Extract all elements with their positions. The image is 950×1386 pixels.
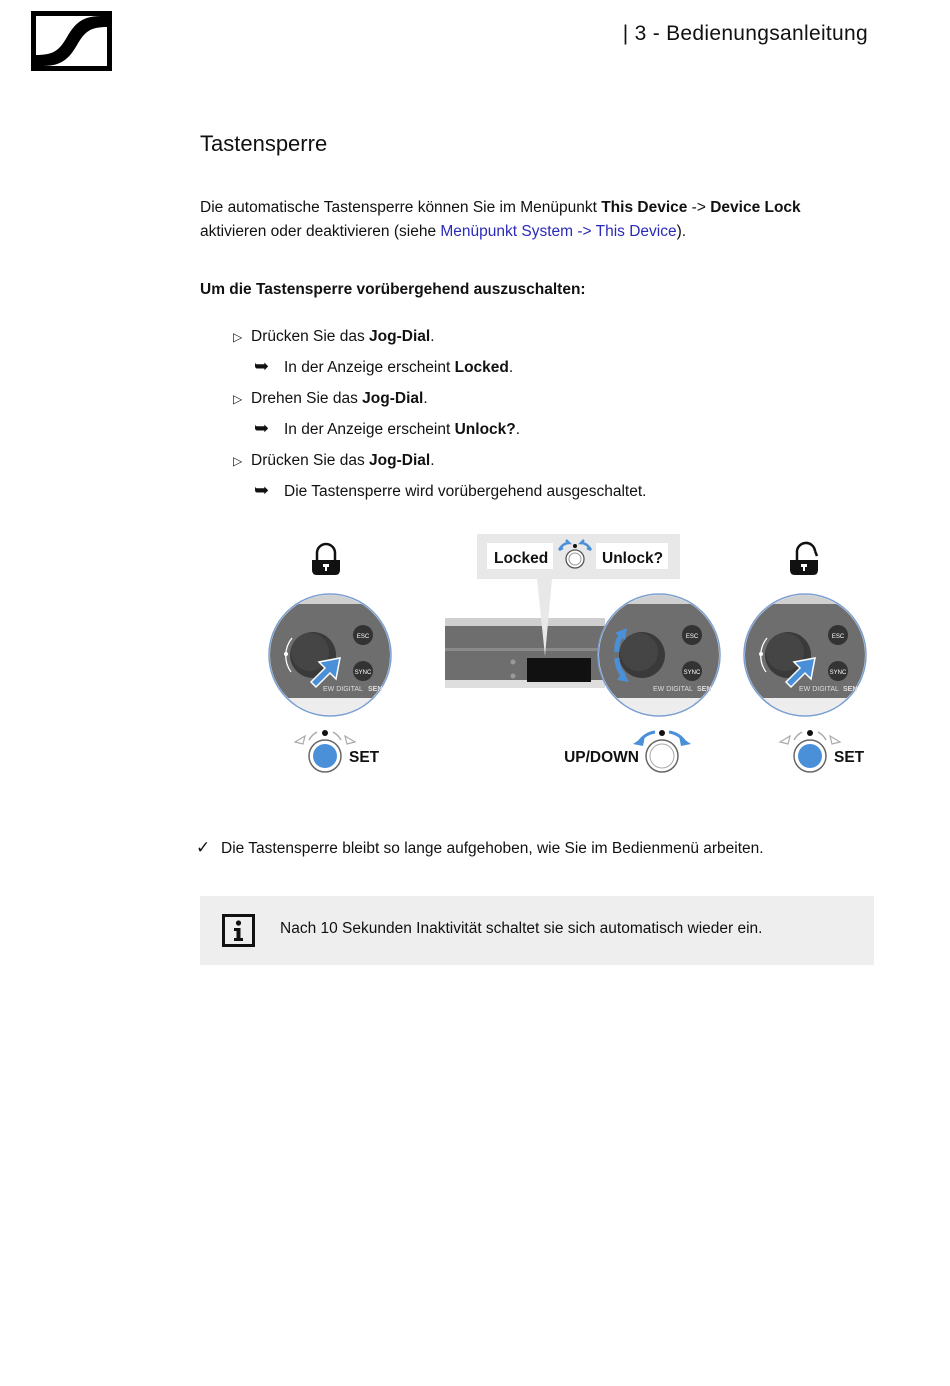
middle-esc-label: ESC	[685, 634, 699, 640]
result-1-text: In der Anzeige erscheint	[284, 359, 455, 376]
result-1-end: .	[508, 359, 514, 376]
middle-brand-cut: SEN	[697, 686, 712, 693]
right-esc-label: ESC	[831, 634, 845, 640]
result-2-bold: Unlock?	[454, 421, 516, 438]
step-1-end: .	[430, 328, 435, 345]
right-device-closeup	[741, 592, 871, 718]
step-1-bold: Jog-Dial	[369, 328, 431, 345]
step-2-bold: Jog-Dial	[362, 390, 424, 407]
intro-bold-this-device: This Device	[601, 199, 688, 216]
step-marker-icon: ▷	[233, 330, 243, 344]
left-device-closeup	[265, 592, 395, 718]
left-set-label: SET	[349, 749, 380, 766]
step-2-text: Drehen Sie das	[251, 390, 363, 407]
result-arrow-icon: ➥	[254, 356, 270, 376]
intro-paragraph	[200, 196, 860, 244]
info-icon	[222, 914, 255, 947]
middle-device-closeup	[595, 592, 725, 718]
display-unlock-text: Unlock?	[602, 550, 664, 567]
intro-bold-device-lock: Device Lock	[710, 199, 801, 216]
result-1	[254, 356, 513, 377]
sennheiser-logo-icon	[31, 11, 112, 71]
section-title: Tastensperre	[200, 131, 328, 156]
middle-brand-label: EW DIGITAL	[653, 686, 693, 693]
step-2-end: .	[423, 390, 428, 407]
check-text: Die Tastensperre bleibt so lange aufgehoben, wie Sie im Bedienmenü arbeiten.	[221, 840, 764, 857]
right-brand-cut: SEN	[843, 686, 858, 693]
check-result	[196, 838, 764, 858]
left-set-button-icon	[295, 730, 355, 772]
right-brand-label: EW DIGITAL	[799, 686, 839, 693]
left-esc-label: ESC	[356, 634, 370, 640]
right-set-button-icon	[780, 730, 840, 772]
middle-updown-button-icon	[633, 730, 691, 772]
instructions-subheading: Um die Tastensperre vorübergehend auszuschalten:	[200, 281, 586, 298]
intro-end: ).	[676, 223, 687, 240]
left-sync-label: SYNC	[354, 670, 372, 676]
intro-text-1: Die automatische Tastensperre können Sie im Menüpunkt	[200, 199, 602, 216]
chapter-title: | 3 - Bedienungsanleitung	[622, 22, 868, 45]
step-2	[233, 390, 428, 408]
step-3-end: .	[430, 452, 435, 469]
step-marker-icon: ▷	[233, 392, 243, 406]
step-1	[233, 328, 435, 346]
result-1-bold: Locked	[454, 359, 509, 376]
result-3	[254, 480, 646, 501]
jog-dial-illustration	[265, 530, 875, 780]
result-2-text: In der Anzeige erscheint	[284, 421, 455, 438]
right-set-label: SET	[834, 749, 865, 766]
result-3-text: Die Tastensperre wird vorübergehend ausgeschaltet.	[284, 483, 647, 500]
lock-open-icon	[790, 543, 818, 575]
display-locked-text: Locked	[494, 550, 549, 567]
checkmark-icon: ✓	[196, 838, 211, 857]
result-arrow-icon: ➥	[254, 480, 270, 500]
step-3-bold: Jog-Dial	[369, 452, 431, 469]
step-3-text: Drücken Sie das	[251, 452, 370, 469]
receiver-device	[445, 618, 605, 688]
result-arrow-icon: ➥	[254, 418, 270, 438]
step-marker-icon: ▷	[233, 454, 243, 468]
middle-sync-label: SYNC	[683, 670, 701, 676]
intro-text-2: aktivieren oder deaktivieren (siehe	[200, 223, 441, 240]
menu-system-link[interactable]: Menüpunkt System -> This Device	[440, 223, 677, 240]
middle-updown-label: UP/DOWN	[564, 749, 639, 766]
lock-closed-icon	[312, 544, 340, 575]
result-2-end: .	[515, 421, 521, 438]
step-3	[233, 452, 435, 470]
left-brand-cut: SEN	[368, 686, 383, 693]
intro-arrow: ->	[687, 199, 711, 216]
left-brand-label: EW DIGITAL	[323, 686, 363, 693]
info-note	[200, 896, 874, 965]
step-1-text: Drücken Sie das	[251, 328, 370, 345]
right-sync-label: SYNC	[829, 670, 847, 676]
note-text: Nach 10 Sekunden Inaktivität schaltet sie sich automatisch wieder ein.	[280, 920, 763, 937]
result-2	[254, 418, 520, 439]
